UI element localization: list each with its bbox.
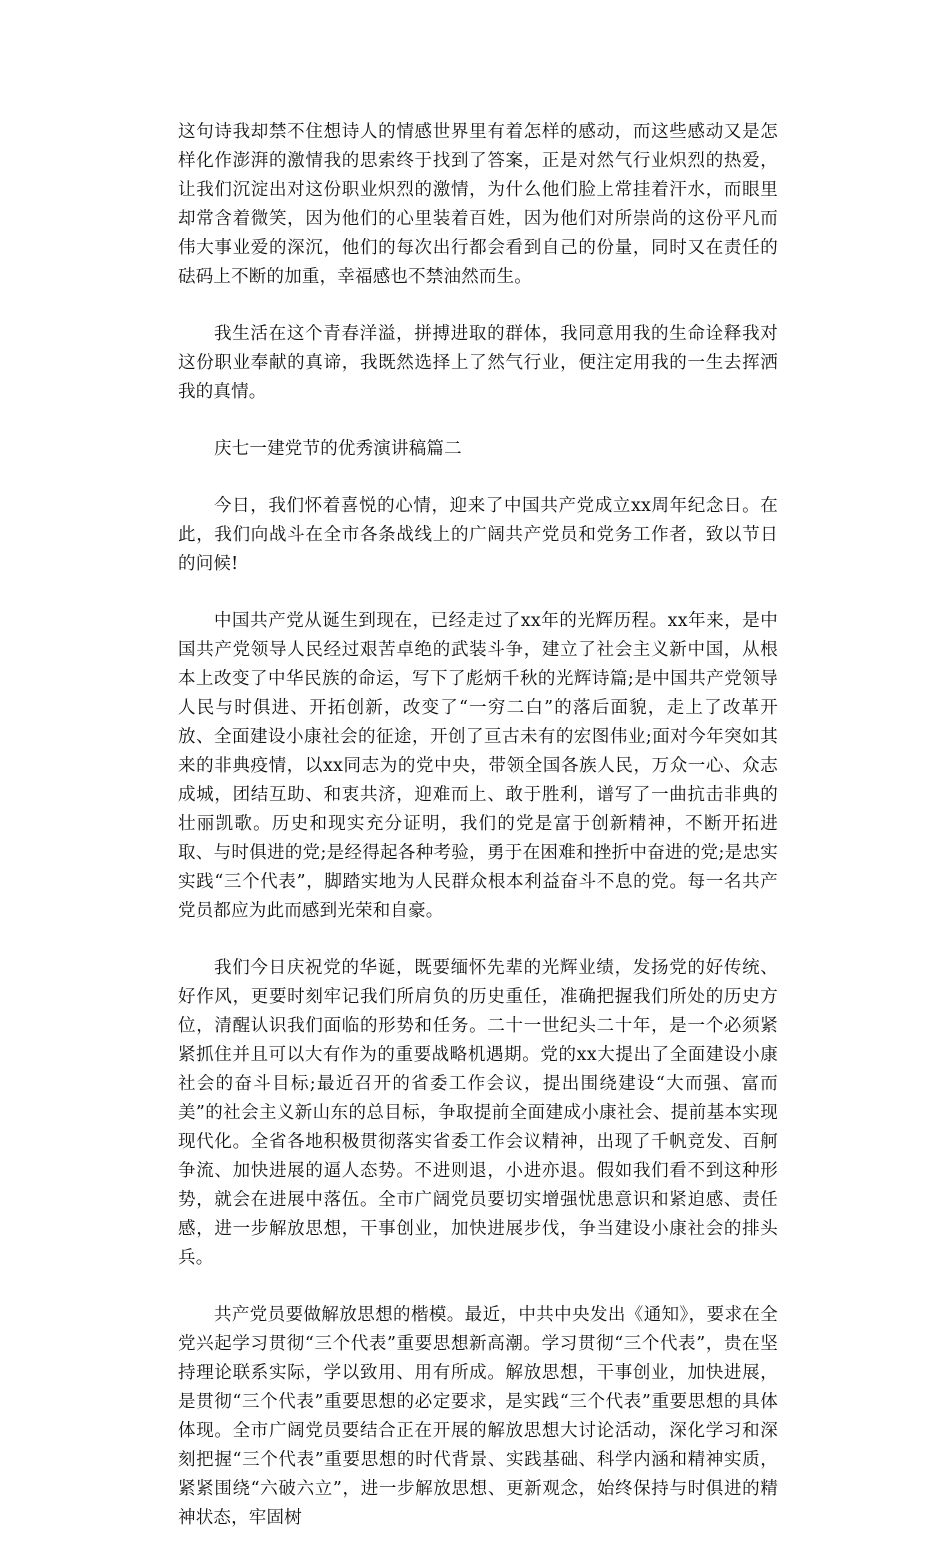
paragraph: 共产党员要做解放思想的楷模。最近，中共中央发出《通知》，要求在全党兴起学习贯彻“三个代表”重要思想新高潮。学习贯彻“三个代表”，贵在坚持理论联系实际，学以致用、用有所成。解放思想，干事创业，加快进展，是贯彻“三个代表”重要思想的必定要求，是实践“三个代表”重要思想的具体体现。全市广阔党员要结合正在开展的解放思想大讨论活动，深化学习和深刻把握“三个代表”重要思想的时代背景、实践基础、科学内涵和精神实质，紧紧围绕“六破六立”，进一步解放思想、更新观念，始终保持与时俱进的精神状态，牢固树	[178, 1305, 778, 1528]
paragraph-continuation: 这句诗我却禁不住想诗人的情感世界里有着怎样的感动，而这些感动又是怎样化作澎湃的激情我的思索终于找到了答案，正是对然气行业炽烈的热爱，让我们沉淀出对这份职业炽烈的激情，为什么他们脸上常挂着汗水，而眼里却常含着微笑，因为他们的心里装着百姓，因为他们对所崇尚的这份平凡而伟大事业爱的深沉，他们的每次出行都会看到自己的份量，同时又在责任的砝码上不断的加重，幸福感也不禁油然而生。	[178, 122, 778, 287]
paragraph: 我生活在这个青春洋溢，拼搏进取的群体，我同意用我的生命诠释我对这份职业奉献的真谛，我既然选择上了然气行业，便注定用我的一生去挥洒我的真情。	[178, 324, 778, 402]
section-heading: 庆七一建党节的优秀演讲稿篇二	[214, 439, 462, 459]
document-body	[178, 118, 778, 1561]
paragraph: 我们今日庆祝党的华诞，既要缅怀先辈的光辉业绩，发扬党的好传统、好作风，更要时刻牢记我们所肩负的历史重任，准确把握我们所处的历史方位，清醒认识我们面临的形势和任务。二十一世纪头二十年，是一个必须紧紧抓住并且可以大有作为的重要战略机遇期。党的xx大提出了全面建设小康社会的奋斗目标;最近召开的省委工作会议，提出围绕建设“大而强、富而美”的社会主义新山东的总目标，争取提前全面建成小康社会、提前基本实现现代化。全省各地积极贯彻落实省委工作会议精神，出现了千帆竞发、百舸争流、加快进展的逼人态势。不进则退，小进亦退。假如我们看不到这种形势，就会在进展中落伍。全市广阔党员要切实增强忧患意识和紧迫感、责任感，进一步解放思想，干事创业，加快进展步伐，争当建设小康社会的排头兵。	[178, 958, 778, 1268]
paragraph: 中国共产党从诞生到现在，已经走过了xx年的光辉历程。xx年来，是中国共产党领导人民经过艰苦卓绝的武装斗争，建立了社会主义新中国，从根本上改变了中华民族的命运，写下了彪炳千秋的光辉诗篇;是中国共产党领导人民与时俱进、开拓创新，改变了“一穷二白”的落后面貌，走上了改革开放、全面建设小康社会的征途，开创了亘古未有的宏图伟业;面对今年突如其来的非典疫情，以xx同志为的党中央，带领全国各族人民，万众一心、众志成城，团结互助、和衷共济，迎难而上、敢于胜利，谱写了一曲抗击非典的壮丽凯歌。历史和现实充分证明，我们的党是富于创新精神，不断开拓进取、与时俱进的党;是经得起各种考验，勇于在困难和挫折中奋进的党;是忠实实践“三个代表”，脚踏实地为人民群众根本利益奋斗不息的党。每一名共产党员都应为此而感到光荣和自豪。	[178, 611, 778, 921]
paragraph: 今日，我们怀着喜悦的心情，迎来了中国共产党成立xx周年纪念日。在此，我们向战斗在全市各条战线上的广阔共产党员和党务工作者，致以节日的问候!	[178, 496, 778, 574]
